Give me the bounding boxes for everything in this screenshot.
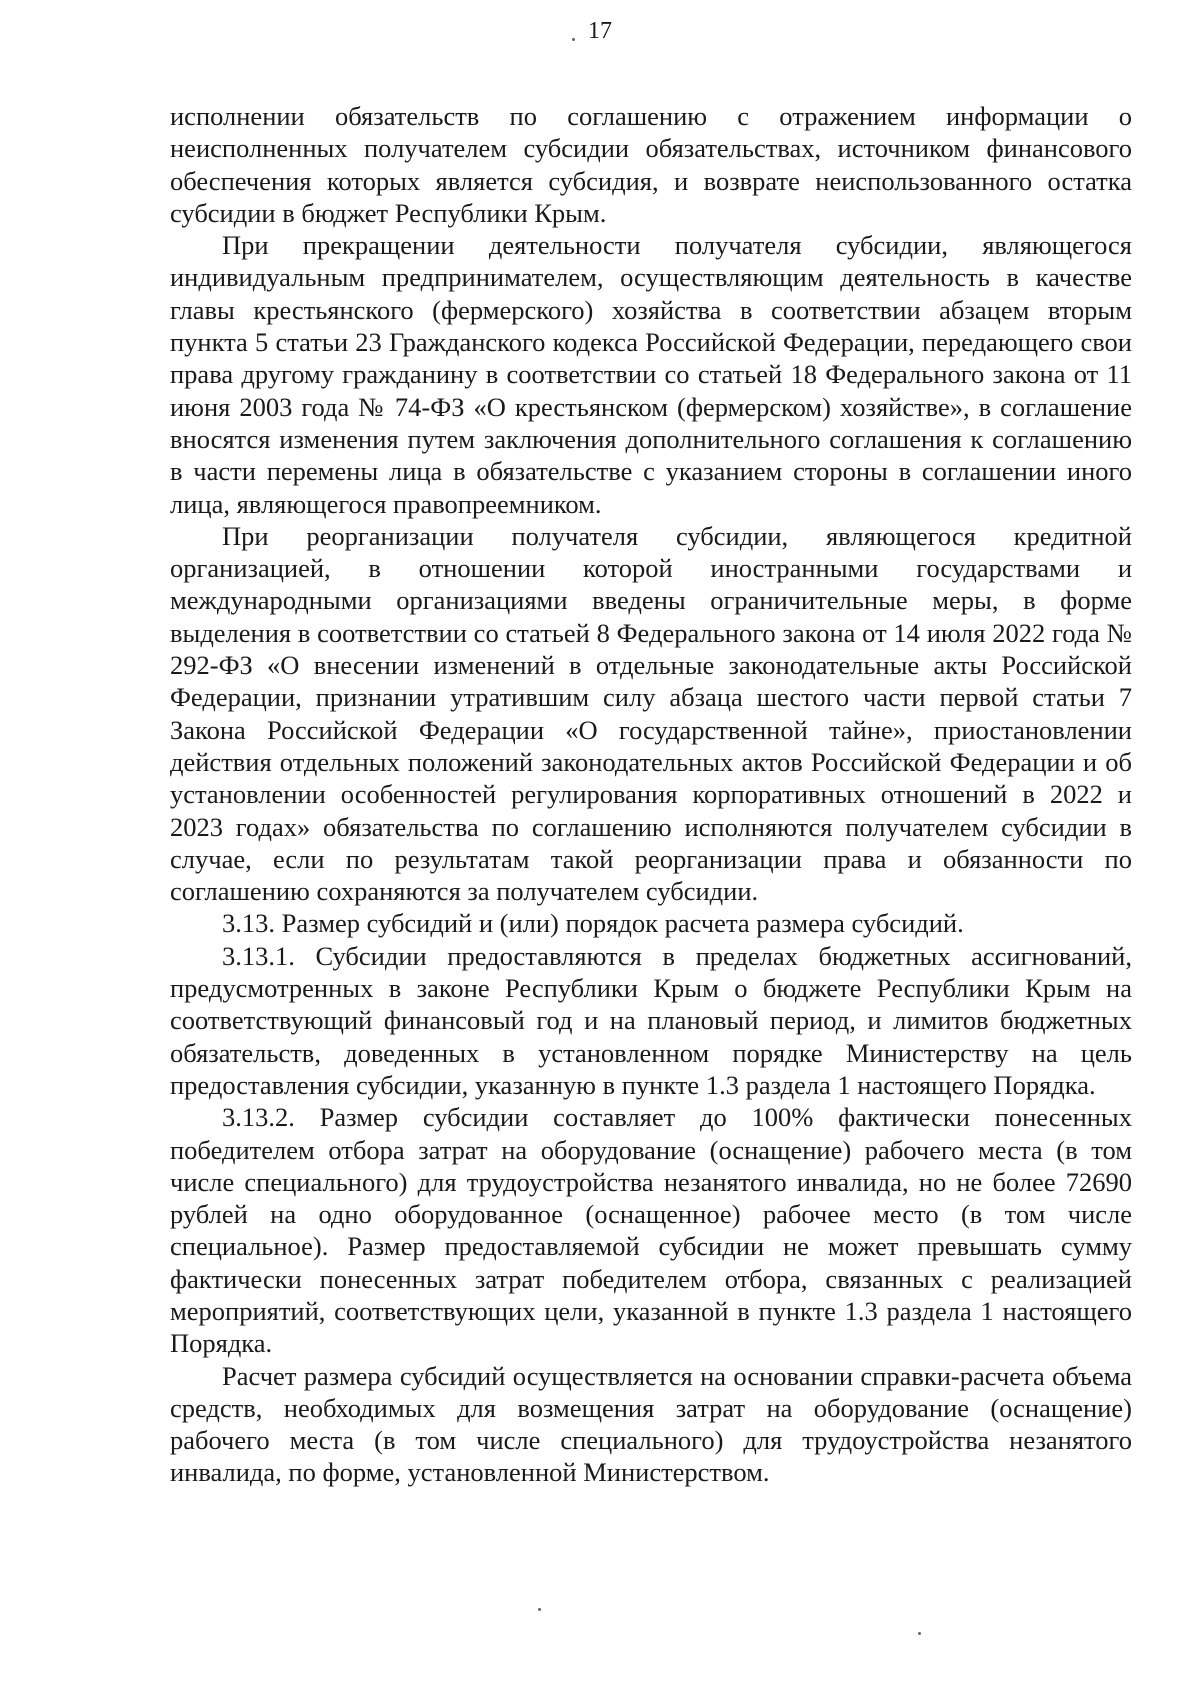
paragraph-calculation: Расчет размера субсидий осуществляется на основании справки-расчета объема средств, необходимых для возмещения затрат на оборудование (оснащение) рабочего места (в том числе специального) для трудоустройства незанятого инвалида, по форме, установленной Министерством. <box>170 1360 1132 1488</box>
scan-speck <box>918 1632 921 1635</box>
document-body <box>170 100 1132 1489</box>
scan-speck <box>572 38 575 41</box>
paragraph-3-13-2: 3.13.2. Размер субсидии составляет до 100% фактически понесенных победителем отбора затрат на оборудование (оснащение) рабочего места (в том числе специального) для трудоустройства незанятого инвалида, но не более 72690 рублей на одно оборудованное (оснащенное) рабочее место (в том числе специальное). Размер предоставляемой субсидии не может превышать сумму фактически понесенных затрат победителем отбора, связанных с реализацией мероприятий, соответствующих цели, указанной в пункте 1.3 раздела 1 настоящего Порядка. <box>170 1102 1132 1359</box>
section-heading-3-13: 3.13. Размер субсидий и (или) порядок расчета размера субсидий. <box>222 908 964 939</box>
paragraph-3-13-1: 3.13.1. Субсидии предоставляются в пределах бюджетных ассигнований, предусмотренных в законе Республики Крым о бюджете Республики Крым на соответствующий финансовый год и на плановый период, и лимитов бюджетных обязательств, доведенных в установленном порядке Министерству на цель предоставления субсидии, указанную в пункте 1.3 раздела 1 настоящего Порядка. <box>170 940 1132 1100</box>
paragraph-reorganization: При реорганизации получателя субсидии, являющегося кредитной организацией, в отношении которой иностранными государствами и международными организациями введены ограничительные меры, в форме выделения в соответствии со статьей 8 Федерального закона от 14 июля 2022 года № 292-ФЗ «О внесении изменений в отдельные законодательные акты Российской Федерации, признании утратившим силу абзаца шестого части первой статьи 7 Закона Российской Федерации «О государственной тайне», приостановлении действия отдельных положений законодательных актов Российской Федерации и об установлении особенностей регулирования корпоративных отношений в 2022 и 2023 годах» обязательства по соглашению исполняются получателем субсидии в случае, если по результатам такой реорганизации права и обязанности по соглашению сохраняются за получателем субсидии. <box>170 520 1132 907</box>
page-number: 17 <box>588 18 612 44</box>
paragraph-farm-termination: При прекращении деятельности получателя субсидии, являющегося индивидуальным предпринимателем, осуществляющим деятельность в качестве главы крестьянского (фермерского) хозяйства в соответствии абзацем вторым пункта 5 статьи 23 Гражданского кодекса Российской Федерации, передающего свои права другому гражданину в соответствии со статьей 18 Федерального закона от 11 июня 2003 года № 74-ФЗ «О крестьянском (фермерском) хозяйстве», в соглашение вносятся изменения путем заключения дополнительного соглашения к соглашению в части перемены лица в обязательстве с указанием стороны в соглашении иного лица, являющегося правопреемником. <box>170 230 1132 519</box>
paragraph-continuation: исполнении обязательств по соглашению с отражением информации о неисполненных получателем субсидии обязательствах, источником финансового обеспечения которых является субсидия, и возврате неиспользованного остатка субсидии в бюджет Республики Крым. <box>170 101 1132 228</box>
scan-speck <box>538 1608 541 1611</box>
